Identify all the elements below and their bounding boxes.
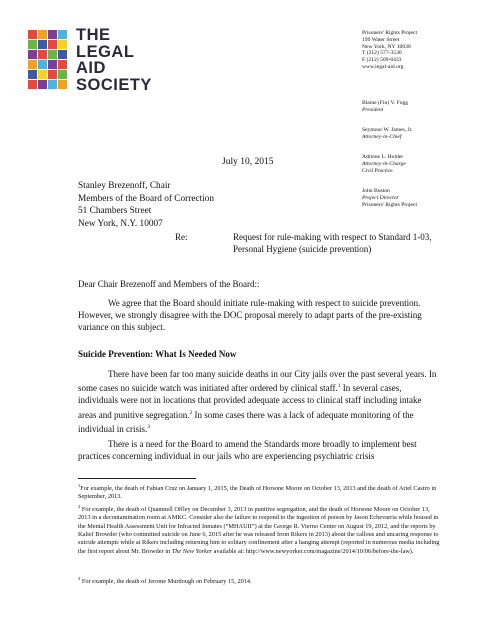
staff-title: Project Director xyxy=(362,194,399,201)
org-address-line: 199 Water Street xyxy=(362,36,400,43)
staff-entry xyxy=(362,100,408,114)
recipient-line: New York, N.Y. 10007 xyxy=(78,218,163,229)
body-paragraph xyxy=(78,368,438,435)
paragraph-text: There have been far too many suicide deaths in our City jails over the past several years. In some cases no suicide watch was initiated after ordered by clinical staff. xyxy=(78,369,437,394)
org-address-block xyxy=(362,30,417,71)
staff-title: Attorney-in-Charge xyxy=(362,160,406,167)
re-subject-line: Personal Hygiene (suicide prevention) xyxy=(233,243,372,254)
footnote-marker: 1 xyxy=(78,483,81,488)
staff-entry xyxy=(362,154,406,174)
staff-title: Civil Practice xyxy=(362,167,393,174)
footnote-marker: 2 xyxy=(78,504,81,509)
footnote-text: available at: http://www.newyorker.com/magazine/2014/10/06/before-the-law). xyxy=(212,547,414,555)
staff-title: Prisoners' Rights Project xyxy=(362,201,418,208)
re-subject-line: Request for rule-making with respect to Standard 1-03, xyxy=(233,232,432,242)
publication-title: The New Yorker xyxy=(171,547,213,555)
footnote xyxy=(78,482,440,502)
org-logo-text xyxy=(76,27,152,93)
body-paragraph: There is a need for the Board to amend the Standards more broadly to implement best practices concerning individual in our jails who are experiencing psychiatric crisis xyxy=(78,439,417,462)
section-heading: Suicide Prevention: What Is Needed Now xyxy=(78,349,237,359)
footnote-text: For example, the death of Jerome Murdough on February 15, 2014. xyxy=(80,578,252,586)
footnote-marker: 3 xyxy=(78,576,81,581)
footnote xyxy=(78,503,440,556)
staff-name: Adriene L. Holder xyxy=(362,154,404,160)
legal-aid-logo-icon xyxy=(28,30,68,92)
footnote xyxy=(78,575,440,586)
recipient-line: Stanley Brezenoff, Chair xyxy=(78,181,171,191)
body-paragraph: We agree that the Board should initiate rule-making with respect to suicide prevention. However, we strongly disagree with the DOC proposal merely to adapt parts of the pre-existing variance on this subject. xyxy=(78,298,422,333)
org-project: Prisoners' Rights Project xyxy=(362,30,418,36)
re-label: Re: xyxy=(175,232,188,242)
logo-line: SOCIETY xyxy=(76,75,152,94)
salutation: Dear Chair Brezenoff and Members of the Board:: xyxy=(78,279,260,289)
letter-date: July 10, 2015 xyxy=(222,157,274,167)
org-website[interactable]: www.legal-aid.org xyxy=(362,63,404,70)
footnote-ref: 2 xyxy=(189,409,193,416)
footnote-text: For example, the death of Quamnell Offley on December 3, 2013 in punitive segregation, and the death of Horsone Moore on October 13, 2013 in a decontamination room at AMKC. Consider also the failure to respond to the ingestion of poison by Jason Echevarria while housed in the Mental Health Assessment Unit for Infracted Inmates (“MHAUII”) at the George R. Vierno Center on August 19, 2012, and the reports by Kalief Browder (who committed suicide on June 6, 2015 after he was released from Rikers in 2013) about the callous and uncaring response to suicide attempts while at Rikers including returning him to solitary confinement after a hanging attempt (reported in numerous media including the first report about Mr. Browder in xyxy=(78,506,440,555)
staff-name: John Boston xyxy=(362,188,390,194)
footnote-text: For example, the death of Fabian Cruz on January 1, 2015, the Death of Horsone Moore on October 13, 2013 and the death of Ariel Castro in September, 2013. xyxy=(78,485,437,501)
logo-line: LEGAL xyxy=(76,42,135,61)
staff-name: Blaine (Fin) V. Fogg xyxy=(362,100,409,106)
staff-title: Attorney-in-Chief xyxy=(362,133,402,140)
re-subject xyxy=(233,232,431,256)
org-fax: F (212) 509-8433 xyxy=(362,57,402,64)
staff-entry xyxy=(362,188,417,208)
recipient-line: 51 Chambers Street xyxy=(78,206,152,217)
logo-line: THE xyxy=(76,26,111,44)
footnote-divider xyxy=(78,478,196,479)
logo-line: AID xyxy=(76,59,106,78)
footnote-ref: 1 xyxy=(337,383,341,390)
staff-name: Seymour W. James, Jr. xyxy=(362,127,413,133)
staff-entry xyxy=(362,127,413,141)
staff-title: President xyxy=(362,106,384,113)
org-address-line: New York, NY 10038 xyxy=(362,43,411,50)
org-phone: T (212) 577-3530 xyxy=(362,50,402,57)
recipient-address xyxy=(78,180,214,230)
recipient-line: Members of the Board of Correction xyxy=(78,193,215,204)
footnote-ref: 3 xyxy=(147,423,150,430)
paragraph-text: In some cases there was a lack of adequate monitoring of the individual in crisis. xyxy=(78,409,414,434)
paragraph-text: In several cases, individuals were not in locations that provided adequate access to clinical staff including intake areas and punitive segregation. xyxy=(78,383,422,420)
